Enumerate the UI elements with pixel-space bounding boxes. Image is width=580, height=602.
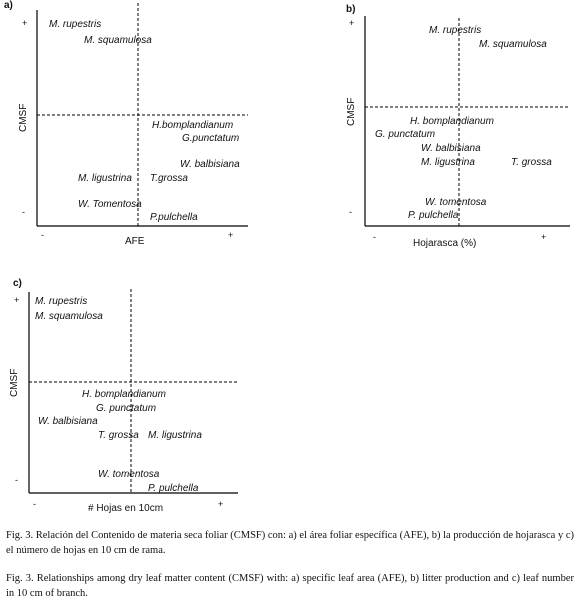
panel-c: [0, 275, 260, 520]
species-label: W. balbisiana: [180, 159, 240, 170]
species-label: W. balbisiana: [38, 416, 98, 427]
panel-a: [0, 0, 260, 255]
species-label: M. rupestris: [49, 19, 102, 30]
species-label: M. squamulosa: [35, 311, 103, 322]
species-label: G.punctatum: [182, 133, 240, 144]
caption-english: Fig. 3. Relationships among dry leaf matter content (CMSF) with: a) specific leaf area (AFE), b) litter production and c) leaf number in 10 cm of branch.: [6, 573, 574, 599]
species-label: M. ligustrina: [421, 157, 475, 168]
species-label: M. squamulosa: [84, 35, 152, 46]
y-plus-mark: +: [14, 295, 20, 305]
y-axis-label: CMSF: [9, 368, 20, 397]
x-minus-mark: -: [41, 230, 44, 240]
x-minus-mark: -: [373, 232, 376, 242]
y-minus-mark: -: [349, 207, 352, 217]
species-label: P. pulchella: [148, 483, 199, 494]
x-axis-label: Hojarasca (%): [413, 238, 477, 249]
species-label: P.pulchella: [150, 212, 198, 223]
y-axis-label: CMSF: [18, 103, 29, 132]
x-axis-label: # Hojas en 10cm: [88, 503, 164, 514]
species-label: M. squamulosa: [479, 39, 547, 50]
species-label: H.bomplandianum: [152, 120, 234, 131]
species-label: M. ligustrina: [148, 430, 202, 441]
x-plus-mark: +: [228, 230, 234, 240]
species-label: W. tomentosa: [98, 469, 160, 480]
species-label: G. punctatum: [96, 403, 157, 414]
species-label: T. grossa: [511, 157, 552, 168]
panel-b: [340, 0, 580, 255]
x-axis-label: AFE: [125, 236, 145, 247]
x-plus-mark: +: [541, 232, 547, 242]
species-label: P. pulchella: [408, 210, 459, 221]
species-label: H. bomplandianum: [82, 389, 166, 400]
y-minus-mark: -: [22, 207, 25, 217]
species-label: M. rupestris: [429, 25, 482, 36]
y-minus-mark: -: [15, 475, 18, 485]
species-label: M. ligustrina: [78, 173, 132, 184]
panel-label: c): [13, 278, 22, 289]
x-plus-mark: +: [218, 499, 224, 509]
species-label: M. rupestris: [35, 296, 88, 307]
x-minus-mark: -: [33, 499, 36, 509]
panel-label: b): [346, 4, 356, 15]
species-label: G. punctatum: [375, 129, 436, 140]
species-label: H. bomplandianum: [410, 116, 494, 127]
species-label: W. balbisiana: [421, 143, 481, 154]
caption-spanish: Fig. 3. Relación del Contenido de materia seca foliar (CMSF) con: a) el área foliar específica (AFE), b) la producción de hojarasca y c) el número de hojas en 10 cm de rama.: [6, 530, 574, 556]
species-label: T. grossa: [98, 430, 139, 441]
panel-label: a): [4, 0, 13, 11]
species-label: W. tomentosa: [425, 197, 487, 208]
species-label: T.grossa: [150, 173, 188, 184]
y-plus-mark: +: [22, 18, 28, 28]
y-axis-label: CMSF: [346, 97, 357, 126]
species-label: W. Tomentosa: [78, 199, 142, 210]
y-plus-mark: +: [349, 18, 355, 28]
